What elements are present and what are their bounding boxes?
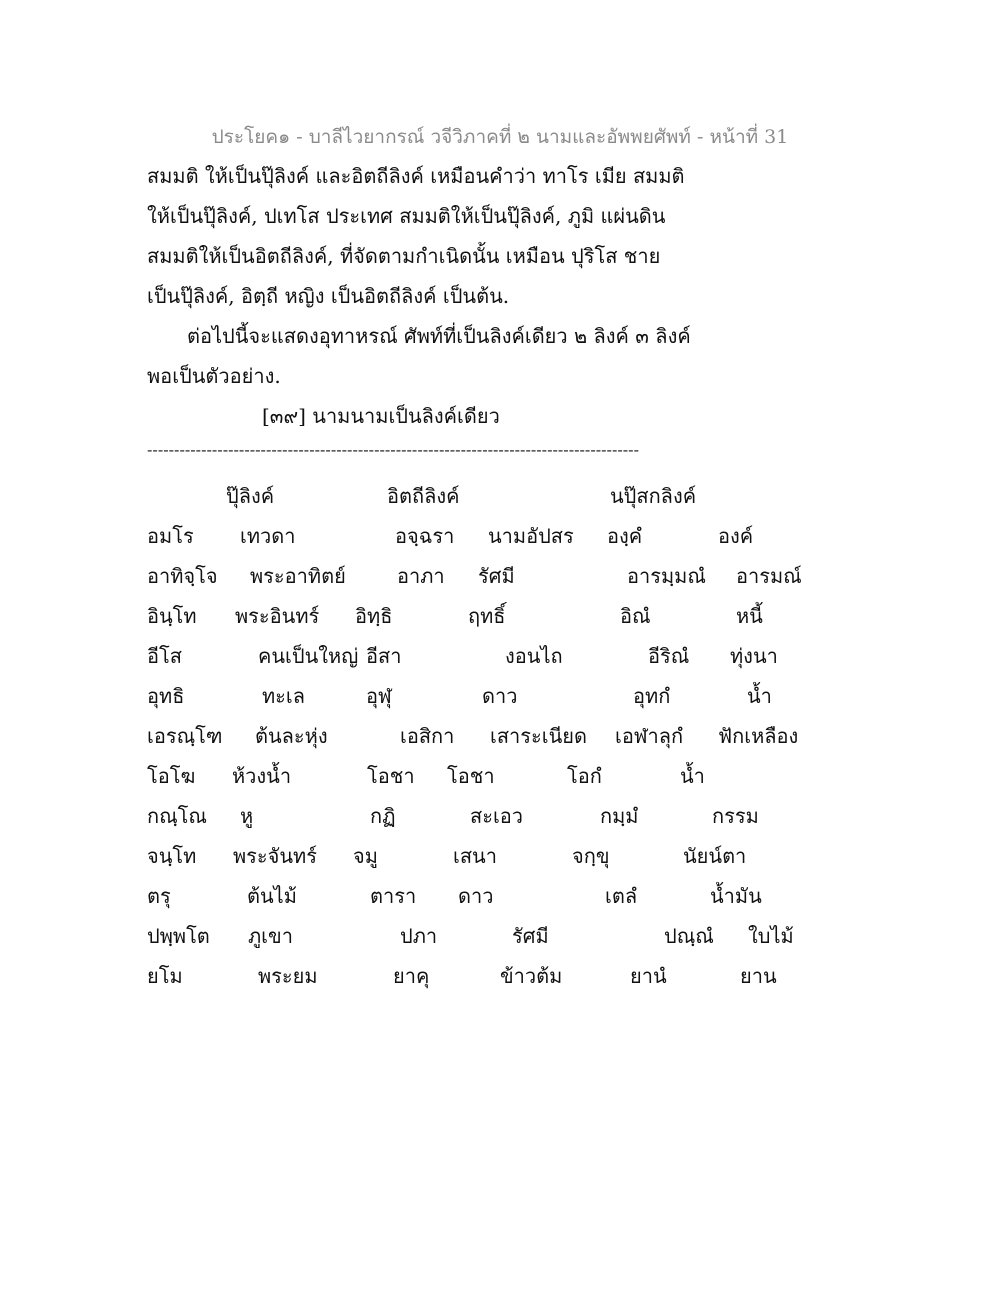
- feminine-word: กฏิ: [370, 804, 396, 828]
- neuter-word: ปณฺณํ: [664, 924, 714, 948]
- feminine-word: อาภา: [397, 564, 445, 588]
- feminine-meaning: รัศมี: [478, 564, 515, 588]
- page-header: ประโยค๑ - บาลีไวยากรณ์ วจีวิภาคที่ ๒ นามและอัพพยศัพท์ - หน้าที่ 31: [211, 126, 789, 148]
- feminine-meaning: เสาระเนียด: [490, 724, 587, 748]
- neuter-meaning: ฟักเหลือง: [718, 724, 799, 748]
- neuter-word: องฺคํ: [607, 524, 643, 548]
- neuter-word: เอฬาลุกํ: [615, 724, 684, 748]
- feminine-meaning: เสนา: [453, 844, 497, 868]
- feminine-word: ตารา: [370, 884, 417, 908]
- feminine-meaning: นามอัปสร: [488, 524, 574, 548]
- feminine-meaning: โอชา: [447, 764, 495, 788]
- neuter-meaning: ใบไม้: [748, 924, 794, 948]
- feminine-meaning: งอนไถ: [505, 644, 563, 668]
- neuter-word: จกฺขุ: [572, 844, 610, 868]
- masculine-word: อุทธิ: [147, 684, 185, 708]
- neuter-meaning: น้ำ: [747, 684, 772, 708]
- column-header-neuter: นปุ๊สกลิงค์: [610, 484, 697, 508]
- masculine-word: ยโม: [147, 964, 183, 988]
- neuter-meaning: องค์: [718, 524, 754, 548]
- masculine-meaning: พระอินทร์: [235, 604, 320, 628]
- masculine-meaning: คนเป็นใหญ่: [258, 644, 359, 668]
- column-header-masculine: ปุ๊ลิงค์: [226, 484, 275, 508]
- neuter-word: อุทกํ: [633, 684, 671, 708]
- masculine-word: เอรณฺโฑ: [147, 724, 223, 748]
- feminine-word: โอชา: [367, 764, 415, 788]
- feminine-word: จมู: [353, 844, 378, 868]
- feminine-word: อีสา: [366, 644, 402, 668]
- masculine-word: โอโฆ: [147, 764, 196, 788]
- neuter-meaning: ยาน: [740, 964, 777, 988]
- neuter-word: ยานํ: [630, 964, 667, 988]
- neuter-meaning: นัยน์ตา: [683, 844, 747, 868]
- neuter-word: อีริณํ: [648, 644, 690, 668]
- neuter-meaning: น้ำ: [680, 764, 705, 788]
- masculine-meaning: ต้นไม้: [247, 884, 297, 908]
- masculine-word: จนฺโท: [147, 844, 197, 868]
- feminine-meaning: ข้าวต้ม: [500, 964, 563, 988]
- masculine-word: อาทิจฺโจ: [147, 564, 218, 588]
- divider-line: -------------------------------------------------------------------------------------------: [147, 440, 639, 459]
- neuter-meaning: หนี้: [736, 604, 763, 628]
- masculine-meaning: ต้นละหุ่ง: [255, 724, 328, 748]
- paragraph-line: พอเป็นตัวอย่าง.: [147, 364, 281, 388]
- neuter-word: อารมฺมณํ: [627, 564, 706, 588]
- feminine-word: ยาคุ: [393, 964, 430, 988]
- masculine-word: ตรุ: [147, 884, 171, 908]
- column-header-feminine: อิตถีลิงค์: [387, 484, 460, 508]
- paragraph-line: สมมติให้เป็นอิตถีลิงค์, ที่จัดตามกำเนิดนั้น เหมือน ปุริโส ชาย: [147, 244, 661, 268]
- feminine-meaning: รัศมี: [512, 924, 549, 948]
- neuter-meaning: น้ำมัน: [710, 884, 762, 908]
- paragraph-line: สมมติ ให้เป็นปุ๊ลิงค์ และอิตถีลิงค์ เหมือนคำว่า ทาโร เมีย สมมติ: [147, 164, 685, 188]
- masculine-word: อินฺโท: [147, 604, 197, 628]
- feminine-word: อุฬุ: [366, 684, 392, 708]
- feminine-meaning: ฤทธิ์: [468, 604, 506, 628]
- paragraph-line: ให้เป็นปุ๊ลิงค์, ปเทโส ประเทศ สมมติให้เป็นปุ๊ลิงค์, ภูมิ แผ่นดิน: [147, 204, 666, 228]
- masculine-meaning: หู: [240, 804, 254, 828]
- feminine-meaning: สะเอว: [470, 804, 524, 828]
- neuter-word: อิณํ: [620, 604, 651, 628]
- masculine-meaning: ภูเขา: [248, 924, 293, 948]
- neuter-word: โอกํ: [567, 764, 602, 788]
- paragraph-line: เป็นปุ๊ลิงค์, อิตฺถี หญิง เป็นอิตถีลิงค์ เป็นต้น.: [147, 284, 510, 308]
- masculine-meaning: ห้วงน้ำ: [232, 764, 292, 788]
- neuter-word: กมฺมํ: [600, 804, 639, 828]
- masculine-meaning: พระอาทิตย์: [250, 564, 346, 588]
- neuter-meaning: อารมณ์: [736, 564, 802, 588]
- feminine-word: เอสิกา: [400, 724, 455, 748]
- masculine-meaning: พระจันทร์: [233, 844, 317, 868]
- neuter-meaning: กรรม: [712, 804, 759, 828]
- paragraph-line: ต่อไปนี้จะแสดงอุทาหรณ์ ศัพท์ที่เป็นลิงค์เดียว ๒ ลิงค์ ๓ ลิงค์: [187, 324, 691, 348]
- masculine-word: กณฺโณ: [147, 804, 207, 828]
- masculine-meaning: เทวดา: [240, 524, 296, 548]
- masculine-meaning: ทะเล: [262, 684, 306, 708]
- feminine-word: ปภา: [400, 924, 438, 948]
- masculine-meaning: พระยม: [258, 964, 318, 988]
- feminine-word: อจฺฉรา: [395, 524, 455, 548]
- feminine-meaning: ดาว: [458, 884, 494, 908]
- neuter-meaning: ทุ่งนา: [730, 644, 778, 668]
- section-heading: [๓๙] นามนามเป็นลิงค์เดียว: [262, 404, 500, 428]
- neuter-word: เตลํ: [605, 884, 638, 908]
- feminine-meaning: ดาว: [482, 684, 518, 708]
- masculine-word: อีโส: [147, 644, 182, 668]
- masculine-word: อมโร: [147, 524, 194, 548]
- masculine-word: ปพฺพโต: [147, 924, 210, 948]
- feminine-word: อิทฺธิ: [355, 604, 393, 628]
